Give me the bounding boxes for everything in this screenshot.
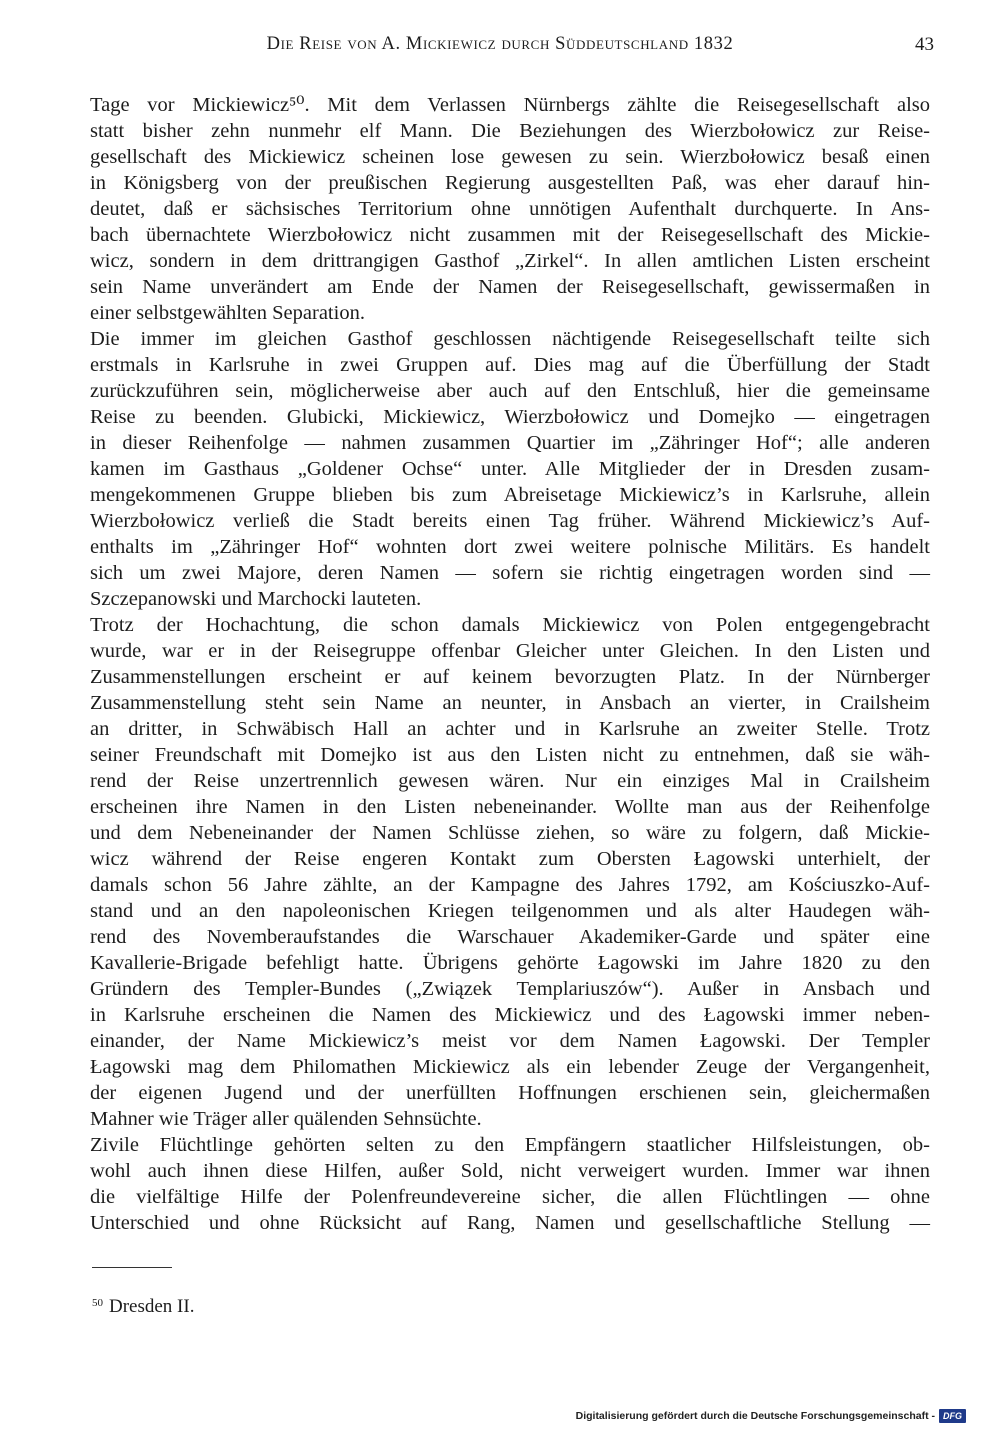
text-line: der eigenen Jugend und der unerfüllten Hoffnungen erschienen sein, gleichermaßen	[90, 1082, 930, 1104]
text-line: Zusammenstellung steht sein Name an neunter, in Ansbach an vierter, in Crailsheim	[90, 692, 930, 714]
text-line: einer selbstgewählten Separation.	[90, 302, 365, 324]
text-line: rend der Reise unzertrennlich gewesen wären. Nur ein einziges Mal in Crailsheim	[90, 770, 930, 792]
body-text	[90, 92, 930, 1236]
text-line: zurückzuführen sein, möglicherweise aber auch auf den Entschluß, hier die gemeinsame	[90, 380, 930, 402]
text-line: kamen im Gasthaus „Goldener Ochse“ unter. Alle Mitglieder der in Dresden zusam-	[90, 458, 930, 480]
text-line: Szczepanowski und Marchocki lauteten.	[90, 588, 422, 610]
text-line: Reise zu beenden. Glubicki, Mickiewicz, Wierzbołowicz und Domejko — eingetragen	[90, 406, 930, 428]
text-line: in dieser Reihenfolge — nahmen zusammen Quartier im „Zähringer Hof“; alle anderen	[90, 432, 930, 454]
dfg-logo: DFG	[939, 1409, 966, 1423]
text-line: Mahner wie Träger aller quälenden Sehnsüchte.	[90, 1108, 482, 1130]
text-line: Unterschied und ohne Rücksicht auf Rang, Namen und gesellschaftliche Stellung —	[90, 1212, 930, 1234]
text-line: bach übernachtete Wierzbołowicz nicht zusammen mit der Reisegesellschaft des Mickie-	[90, 224, 930, 246]
text-line: damals schon 56 Jahre zählte, an der Kampagne des Jahres 1792, am Kościuszko-Auf-	[90, 874, 930, 896]
text-line: wicz, sondern in dem drittrangigen Gasthof „Zirkel“. In allen amtlichen Listen erscheint	[90, 250, 930, 272]
text-line: Zivile Flüchtlinge gehörten selten zu den Empfängern staatlicher Hilfsleistungen, ob-	[90, 1134, 930, 1156]
text-line: einander, der Name Mickiewicz’s meist vor dem Namen Łagowski. Der Templer	[90, 1030, 930, 1052]
text-line: in Karlsruhe erscheinen die Namen des Mickiewicz und des Łagowski immer neben-	[90, 1004, 930, 1026]
text-line: in Königsberg von der preußischen Regierung ausgestellten Paß, was eher darauf hin-	[90, 172, 930, 194]
text-line: sein Name unverändert am Ende der Namen der Reisegesellschaft, gewissermaßen in	[90, 276, 930, 298]
text-line: stand und an den napoleonischen Kriegen teilgenommen und als alter Haudegen wäh-	[90, 900, 930, 922]
text-line: Tage vor Mickiewicz⁵⁰. Mit dem Verlassen Nürnbergs zählte die Reisegesellschaft also	[90, 94, 930, 116]
text-line: Die immer im gleichen Gasthof geschlossen nächtigende Reisegesellschaft teilte sich	[90, 328, 930, 350]
text-line: statt bisher zehn nunmehr elf Mann. Die Beziehungen des Wierzbołowicz zur Reise-	[90, 120, 930, 142]
text-line: enthalts im „Zähringer Hof“ wohnten dort zwei weitere polnische Militärs. Es handelt	[90, 536, 930, 558]
footnote-text: Dresden II.	[109, 1296, 195, 1317]
text-line: Gründern des Templer-Bundes („Związek Templariuszów“). Außer in Ansbach und	[90, 978, 930, 1000]
text-line: die vielfältige Hilfe der Polenfreundevereine sicher, die allen Flüchtlingen — ohne	[90, 1186, 930, 1208]
text-line: wurde, war er in der Reisegruppe offenbar Gleicher unter Gleichen. In den Listen und	[90, 640, 930, 662]
funding-text: Digitalisierung gefördert durch die Deutsche Forschungsgemeinschaft -	[575, 1410, 935, 1422]
text-line: wohl auch ihnen diese Hilfen, außer Sold, nicht verweigert wurden. Immer war ihnen	[90, 1160, 930, 1182]
text-line: Trotz der Hochachtung, die schon damals Mickiewicz von Polen entgegengebracht	[90, 614, 930, 636]
text-line: Wierzbołowicz verließ die Stadt bereits einen Tag früher. Während Mickiewicz’s Auf-	[90, 510, 930, 532]
text-line: und dem Nebeneinander der Namen Schlüsse ziehen, so wäre zu folgern, daß Mickie-	[90, 822, 930, 844]
text-line: Kavallerie-Brigade befehligt hatte. Übrigens gehörte Łagowski im Jahre 1820 zu den	[90, 952, 930, 974]
text-line: gesellschaft des Mickiewicz scheinen lose gewesen zu sein. Wierzbołowicz besaß einen	[90, 146, 930, 168]
footnote	[92, 1296, 194, 1318]
text-line: wicz während der Reise engeren Kontakt zum Obersten Łagowski unterhielt, der	[90, 848, 930, 870]
text-line: sich um zwei Majore, deren Namen — sofern sie richtig eingetragen worden sind —	[90, 562, 930, 584]
text-line: seiner Freundschaft mit Domejko ist aus den Listen nicht zu entnehmen, daß sie wäh-	[90, 744, 930, 766]
funding-note	[576, 1409, 966, 1423]
text-line: an dritter, in Schwäbisch Hall an achter und in Karlsruhe an zweiter Stelle. Trotz	[90, 718, 930, 740]
running-title: Die Reise von A. Mickiewicz durch Süddeutschland 1832	[266, 34, 734, 54]
page-number: 43	[915, 34, 934, 55]
text-line: erscheinen ihre Namen in den Listen nebeneinander. Wollte man aus der Reihenfolge	[90, 796, 930, 818]
text-line: rend des Novemberaufstandes die Warschauer Akademiker-Garde und später eine	[90, 926, 930, 948]
footnote-marker: 50	[92, 1297, 103, 1309]
text-line: Zusammenstellungen erscheint er auf keinem bevorzugten Platz. In der Nürnberger	[90, 666, 930, 688]
text-line: mengekommenen Gruppe blieben bis zum Abreisetage Mickiewicz’s in Karlsruhe, allein	[90, 484, 930, 506]
text-line: Łagowski mag dem Philomathen Mickiewicz als ein lebender Zeuge der Vergangenheit,	[90, 1056, 930, 1078]
text-line: erstmals in Karlsruhe in zwei Gruppen auf. Dies mag auf die Überfüllung der Stadt	[90, 354, 930, 376]
text-line: deutet, daß er sächsisches Territorium ohne unnötigen Aufenthalt durchquerte. In Ans-	[90, 198, 930, 220]
footnote-divider	[92, 1267, 172, 1268]
